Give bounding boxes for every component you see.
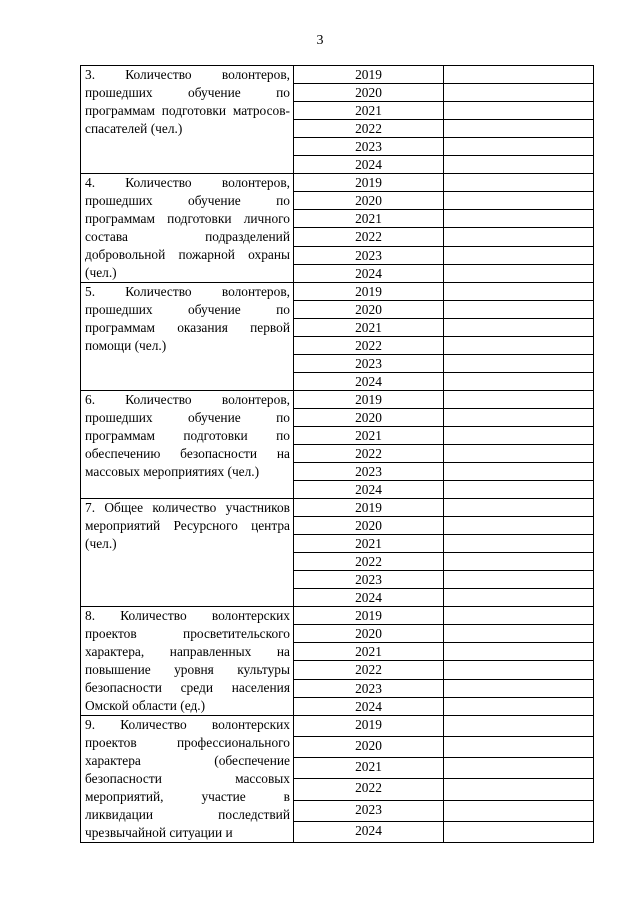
- year-cell: 2024: [294, 156, 444, 174]
- year-cell: 2023: [294, 800, 444, 821]
- year-cell: 2022: [294, 661, 444, 679]
- year-cell: 2022: [294, 120, 444, 138]
- indicator-label: 8. Количество волонтерских проектов просветительского характера, направленных на повышение уровня культуры безопасности среди населения Омской области (ед.): [85, 608, 290, 713]
- value-cell: [444, 716, 594, 737]
- value-cell: [444, 463, 594, 481]
- value-cell: [444, 192, 594, 210]
- year-cell: 2021: [294, 643, 444, 661]
- value-cell: [444, 391, 594, 409]
- table-row: [81, 391, 594, 409]
- year-cell: 2020: [294, 409, 444, 427]
- year-cell: 2024: [294, 264, 444, 282]
- year-cell: 2023: [294, 571, 444, 589]
- page-number: 3: [316, 33, 324, 48]
- value-cell: [444, 210, 594, 228]
- value-cell: [444, 571, 594, 589]
- year-cell: 2023: [294, 246, 444, 264]
- value-cell: [444, 66, 594, 84]
- value-cell: [444, 373, 594, 391]
- year-cell: 2023: [294, 355, 444, 373]
- value-cell: [444, 517, 594, 535]
- value-cell: [444, 102, 594, 120]
- value-cell: [444, 427, 594, 445]
- value-cell: [444, 821, 594, 842]
- year-cell: 2019: [294, 283, 444, 301]
- year-cell: 2019: [294, 499, 444, 517]
- value-cell: [444, 409, 594, 427]
- year-cell: 2024: [294, 697, 444, 715]
- year-cell: 2024: [294, 821, 444, 842]
- table-row: [81, 174, 594, 192]
- year-cell: 2022: [294, 553, 444, 571]
- value-cell: [444, 661, 594, 679]
- indicator-label: 6. Количество волонтеров, прошедших обучение по программам подготовки по обеспечению безопасности на массовых мероприятиях (чел.): [85, 392, 290, 479]
- value-cell: [444, 355, 594, 373]
- year-cell: 2019: [294, 174, 444, 192]
- year-cell: 2020: [294, 192, 444, 210]
- indicator-label-cell: [81, 174, 294, 283]
- indicator-label-cell: [81, 499, 294, 607]
- value-cell: [444, 643, 594, 661]
- value-cell: [444, 697, 594, 715]
- year-cell: 2022: [294, 779, 444, 800]
- year-cell: 2020: [294, 517, 444, 535]
- value-cell: [444, 246, 594, 264]
- value-cell: [444, 138, 594, 156]
- value-cell: [444, 337, 594, 355]
- table-row: [81, 283, 594, 301]
- value-cell: [444, 679, 594, 697]
- year-cell: 2024: [294, 481, 444, 499]
- year-cell: 2023: [294, 679, 444, 697]
- indicators-table: [80, 65, 594, 843]
- year-cell: 2019: [294, 607, 444, 625]
- value-cell: [444, 120, 594, 138]
- value-cell: [444, 589, 594, 607]
- table-row: [81, 66, 594, 84]
- year-cell: 2022: [294, 228, 444, 246]
- table-row: [81, 716, 594, 737]
- year-cell: 2020: [294, 84, 444, 102]
- indicator-label-cell: [81, 66, 294, 174]
- value-cell: [444, 737, 594, 758]
- indicator-label: 3. Количество волонтеров, прошедших обучение по программам подготовки матросов-спасателей (чел.): [85, 67, 290, 136]
- table-row: [81, 607, 594, 625]
- value-cell: [444, 607, 594, 625]
- value-cell: [444, 535, 594, 553]
- year-cell: 2022: [294, 337, 444, 355]
- year-cell: 2024: [294, 589, 444, 607]
- value-cell: [444, 481, 594, 499]
- year-cell: 2019: [294, 66, 444, 84]
- value-cell: [444, 283, 594, 301]
- value-cell: [444, 156, 594, 174]
- value-cell: [444, 758, 594, 779]
- year-cell: 2021: [294, 319, 444, 337]
- year-cell: 2023: [294, 138, 444, 156]
- year-cell: 2024: [294, 373, 444, 391]
- value-cell: [444, 625, 594, 643]
- year-cell: 2021: [294, 102, 444, 120]
- indicator-label: 4. Количество волонтеров, прошедших обучение по программам подготовки личного состава подразделений добровольной пожарной охраны (чел.): [85, 175, 290, 280]
- year-cell: 2019: [294, 391, 444, 409]
- indicator-label-cell: [81, 283, 294, 391]
- value-cell: [444, 228, 594, 246]
- indicator-label: 7. Общее количество участников мероприятий Ресурсного центра (чел.): [85, 500, 290, 551]
- value-cell: [444, 553, 594, 571]
- indicator-label-cell: [81, 716, 294, 843]
- value-cell: [444, 800, 594, 821]
- value-cell: [444, 264, 594, 282]
- value-cell: [444, 174, 594, 192]
- table-row: [81, 499, 594, 517]
- value-cell: [444, 301, 594, 319]
- year-cell: 2021: [294, 427, 444, 445]
- year-cell: 2020: [294, 625, 444, 643]
- year-cell: 2019: [294, 716, 444, 737]
- year-cell: 2022: [294, 445, 444, 463]
- indicator-label: 9. Количество волонтерских проектов профессионального характера (обеспечение безопасности массовых мероприятий, участие в ликвидации последствий чрезвычайной ситуации и: [85, 717, 290, 840]
- value-cell: [444, 445, 594, 463]
- indicator-label-cell: [81, 607, 294, 716]
- indicator-label: 5. Количество волонтеров, прошедших обучение по программам оказания первой помощи (чел.): [85, 284, 290, 353]
- year-cell: 2021: [294, 535, 444, 553]
- value-cell: [444, 779, 594, 800]
- year-cell: 2020: [294, 301, 444, 319]
- value-cell: [444, 84, 594, 102]
- year-cell: 2021: [294, 210, 444, 228]
- value-cell: [444, 499, 594, 517]
- value-cell: [444, 319, 594, 337]
- year-cell: 2023: [294, 463, 444, 481]
- indicator-label-cell: [81, 391, 294, 499]
- year-cell: 2021: [294, 758, 444, 779]
- year-cell: 2020: [294, 737, 444, 758]
